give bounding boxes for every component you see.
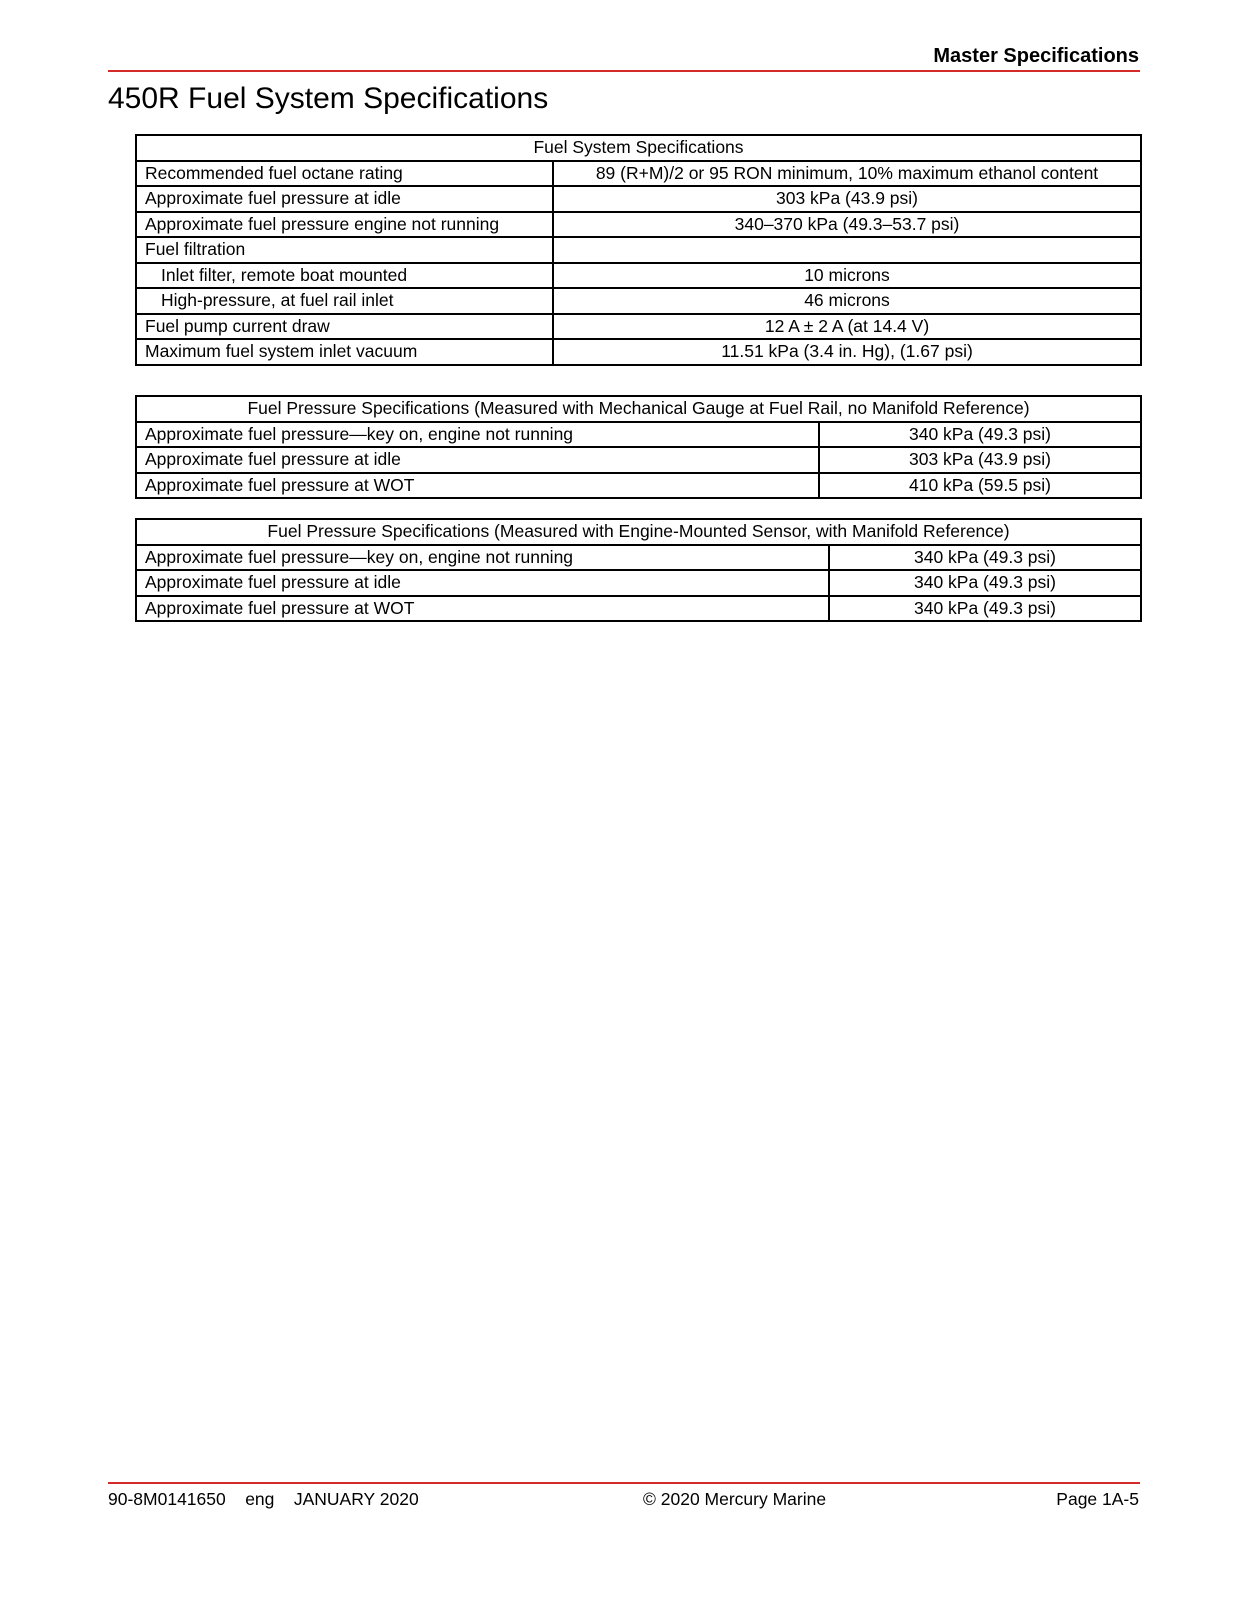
- section-title: Master Specifications: [933, 45, 1139, 67]
- table-row: [136, 473, 1141, 499]
- table-caption-row: [136, 396, 1141, 422]
- table-row: [136, 422, 1141, 448]
- table-caption: Fuel System Specifications: [136, 135, 1141, 161]
- mechanical-gauge-pressure-table: [135, 395, 1142, 499]
- spec-value: 303 kPa (43.9 psi): [819, 447, 1141, 473]
- table-row: [136, 447, 1141, 473]
- spec-value: 303 kPa (43.9 psi): [553, 186, 1141, 212]
- table-row: [136, 212, 1141, 238]
- table-row: [136, 545, 1141, 571]
- footer-doc-info: [108, 1489, 419, 1510]
- spec-value: 12 A ± 2 A (at 14.4 V): [553, 314, 1141, 340]
- table-row: [136, 263, 1141, 289]
- page-title: 450R Fuel System Specifications: [108, 82, 549, 115]
- spec-value: 410 kPa (59.5 psi): [819, 473, 1141, 499]
- table-row: [136, 237, 1141, 263]
- footer-rule: [108, 1482, 1140, 1484]
- fuel-system-spec-table: [135, 134, 1142, 366]
- spec-label: Inlet filter, remote boat mounted: [136, 263, 553, 289]
- spec-label: Approximate fuel pressure at WOT: [136, 473, 819, 499]
- footer-page-number: Page 1A-5: [1056, 1489, 1139, 1509]
- footer-doc-number: 90-8M0141650: [108, 1489, 226, 1509]
- spec-label: Approximate fuel pressure at idle: [136, 447, 819, 473]
- spec-label: Approximate fuel pressure engine not running: [136, 212, 553, 238]
- header-rule: [108, 70, 1140, 72]
- footer-date: JANUARY 2020: [293, 1489, 419, 1509]
- spec-label: Approximate fuel pressure—key on, engine not running: [136, 422, 819, 448]
- spec-value: 340 kPa (49.3 psi): [819, 422, 1141, 448]
- spec-label: Approximate fuel pressure—key on, engine not running: [136, 545, 829, 571]
- spec-value: 89 (R+M)/2 or 95 RON minimum, 10% maximum ethanol content: [553, 161, 1141, 187]
- spec-value: 10 microns: [553, 263, 1141, 289]
- table-row: [136, 186, 1141, 212]
- spec-value: 340 kPa (49.3 psi): [829, 570, 1141, 596]
- spec-label: Approximate fuel pressure at WOT: [136, 596, 829, 622]
- spec-value: 340 kPa (49.3 psi): [829, 596, 1141, 622]
- table-caption: Fuel Pressure Specifications (Measured with Engine-Mounted Sensor, with Manifold Reference): [136, 519, 1141, 545]
- table-row: [136, 161, 1141, 187]
- spec-value: [553, 237, 1141, 263]
- spec-label: Approximate fuel pressure at idle: [136, 186, 553, 212]
- footer-copyright: © 2020 Mercury Marine: [643, 1489, 827, 1509]
- spec-value: 340–370 kPa (49.3–53.7 psi): [553, 212, 1141, 238]
- spec-value: 11.51 kPa (3.4 in. Hg), (1.67 psi): [553, 339, 1141, 365]
- table-row: [136, 339, 1141, 365]
- table-caption-row: [136, 135, 1141, 161]
- spec-value: 46 microns: [553, 288, 1141, 314]
- table-row: [136, 596, 1141, 622]
- footer-language: eng: [245, 1489, 275, 1509]
- spec-label: High-pressure, at fuel rail inlet: [136, 288, 553, 314]
- table-caption: Fuel Pressure Specifications (Measured with Mechanical Gauge at Fuel Rail, no Manifold Reference): [136, 396, 1141, 422]
- spec-label: Approximate fuel pressure at idle: [136, 570, 829, 596]
- table-caption-row: [136, 519, 1141, 545]
- table-row: [136, 288, 1141, 314]
- spec-label: Recommended fuel octane rating: [136, 161, 553, 187]
- table-row: [136, 570, 1141, 596]
- table-row: [136, 314, 1141, 340]
- engine-sensor-pressure-table: [135, 518, 1142, 622]
- spec-label: Fuel pump current draw: [136, 314, 553, 340]
- spec-label: Fuel filtration: [136, 237, 553, 263]
- spec-label: Maximum fuel system inlet vacuum: [136, 339, 553, 365]
- spec-value: 340 kPa (49.3 psi): [829, 545, 1141, 571]
